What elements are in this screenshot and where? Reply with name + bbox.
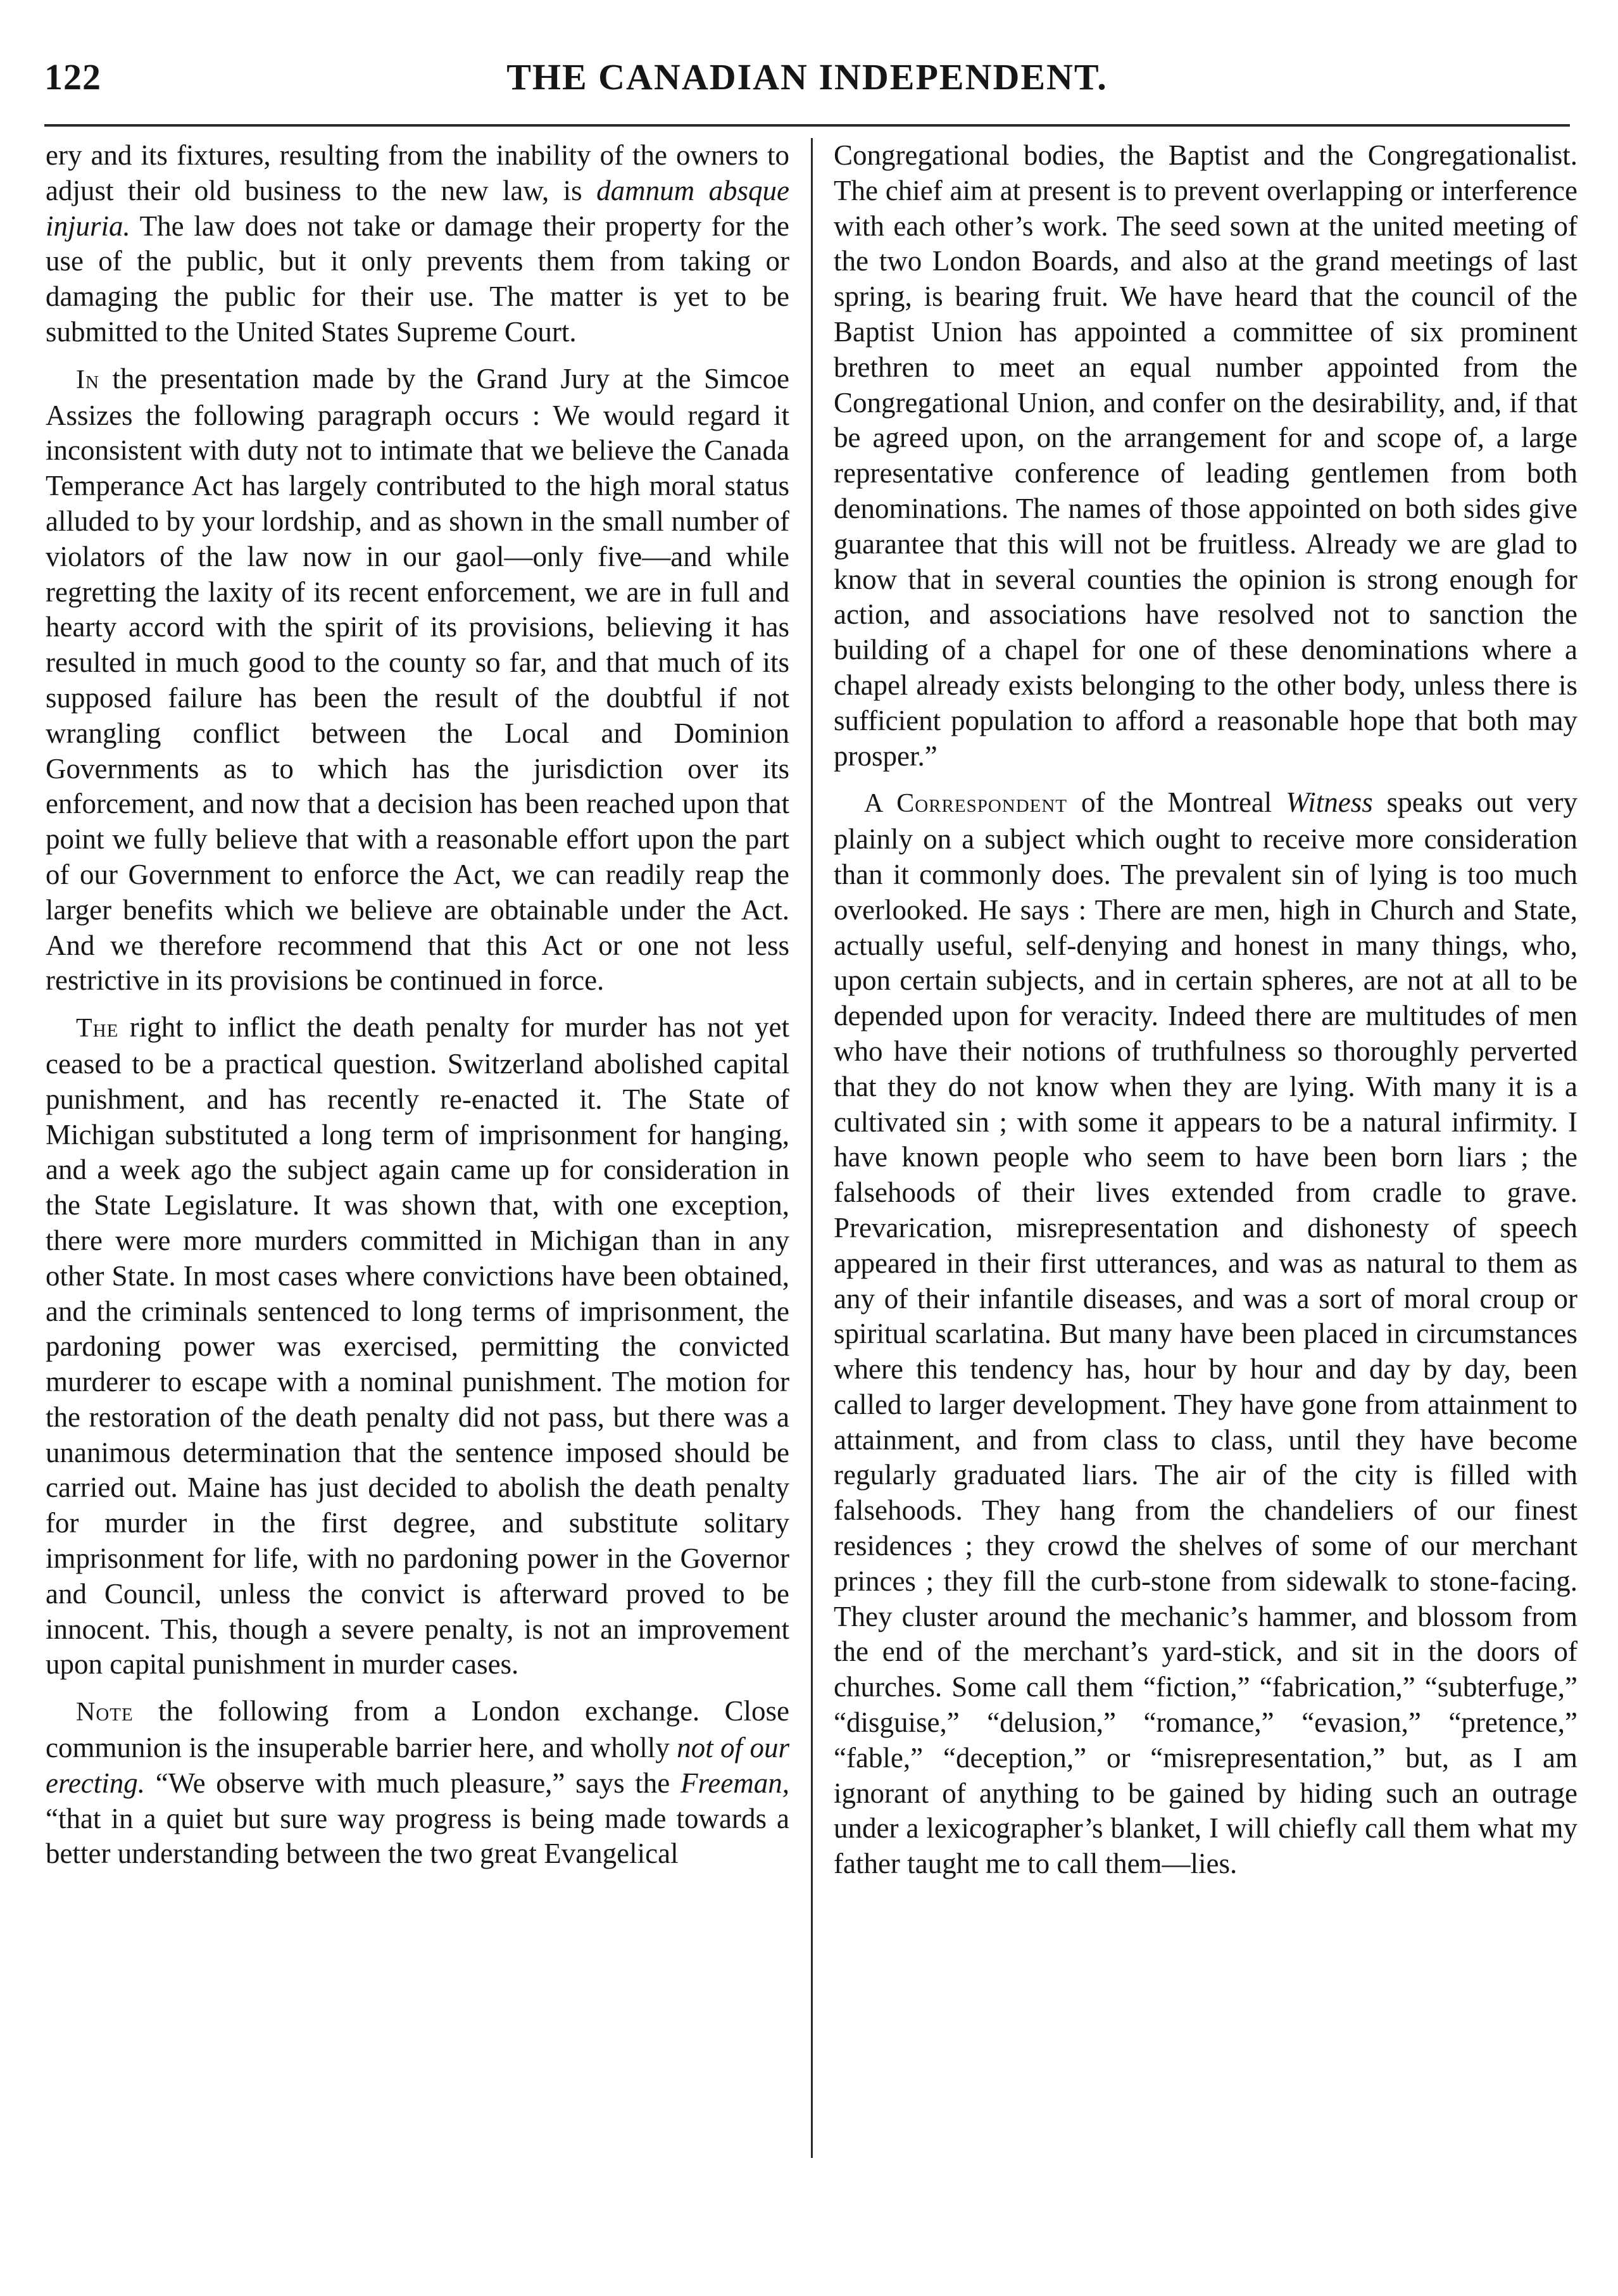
header-rule: [44, 124, 1570, 127]
text-run: “We observe with much pleasure,” says the: [145, 1767, 680, 1799]
text-run: Congregational bodies, the Baptist and the Congregationalist. The chief aim at present is to prevent overlapping or interference with each other’s work. The seed sown at the united meeting of the two London Boards, and also at the grand meetings of last spring, is bearing fruit. We have heard that the council of the Baptist Union has appointed a committee of six prominent brethren to meet an equal number appointed from the Congregational Union, and confer on the desirability, and, if that be agreed upon, on the arrangement for and scope of, a large representative conference of leading gentlemen from both denominations. The names of those appointed on both sides give guarantee that this will not be fruitless. Already we are glad to know that in several counties the opinion is strong enough for action, and associations have resolved not to sanction the building of a chapel for one of these denominations where a chapel already exists belonging to the other body, unless there is sufficient population to afford a reasonable hope that both may prosper.”: [834, 139, 1577, 772]
italic-phrase: not of our erecting.: [46, 1732, 789, 1799]
text-run: The law does not take or damage their property for the use of the public, but it only prevents them from taking or damaging the public for their use. The matter is yet to be submitted to the United States Supreme Court.: [46, 210, 789, 348]
column-divider: [811, 138, 813, 2158]
text-run: “that in a quiet but sure way progress is being made towards a better understanding between the two great Evangelical: [46, 1802, 789, 1870]
page-number: 122: [44, 56, 101, 98]
italic-publication-name: Freeman,: [680, 1767, 789, 1799]
text-run: of the Montreal: [1067, 786, 1286, 819]
article-london-exchange: [46, 1694, 789, 1872]
italic-publication-name: Witness: [1286, 786, 1373, 819]
lead-word: Note: [76, 1698, 134, 1727]
article-grand-jury: [46, 362, 789, 999]
page-header: [44, 56, 1570, 119]
text-run: speaks out very plainly on a subject which ought to receive more consideration than it commonly does. The prevalent sin of lying is too much overlooked. He says : There are men, high in Church and State, actually useful, self-denying and honest in many things, who, upon certain subjects, and in certain spheres, are not at all to be depended upon for veracity. Indeed there are multitudes of men who have their notions of truthfulness so thoroughly perverted that they do not know when they are lying. With many it is a cultivated sin ; with some it appears to be a natural infirmity. I have known people who seem to have been born liars ; the falsehoods of their lives extended from cradle to grave. Prevarication, misrepresentation and dishonesty of speech appeared in their first utterances, and was as natural to them as any of their infantile diseases, and was a sort of moral croup or spiritual scarlatina. But many have been placed in circumstances where this tendency has, hour by hour and day by day, been called to larger development. They have gone from attainment to attainment, and from class to class, until they have become regularly graduated liars. The air of the city is filled with falsehoods. They hang from the chandeliers of our finest residences ; they crowd the shelves of some of our merchant princes ; they fill the curb-stone from sidewalk to stone-facing. They cluster around the mechanic’s hammer, and blossom from the end of the merchant’s yard-stick, and sit in the doors of churches. Some call them “fiction,” “fabrication,” “subterfuge,” “disguise,” “delusion,” “romance,” “evasion,” “pretence,” “fable,” “deception,” or “misrepresentation,” but, as I am ignorant of anything to be gained by hiding such an outrage under a lexicographer’s blanket, I will chiefly call them what my father taught me to call them—lies.: [834, 786, 1577, 1880]
journal-title: THE CANADIAN INDEPENDENT.: [506, 56, 1108, 98]
lead-word: The: [76, 1014, 119, 1044]
lead-word: A Correspondent: [864, 789, 1068, 819]
lead-word: In: [76, 365, 99, 394]
text-run: ery and its fixtures, resulting from the inability of the owners to adjust their old business to the new law, is: [46, 139, 789, 206]
article-london-exchange-continued: [834, 138, 1577, 774]
text-run: right to inflict the death penalty for murder has not yet ceased to be a practical question. Switzerland abolished capital punishment, and has recently re-enacted it. The State of Michigan substituted a long term of imprisonment for hanging, and a week ago the subject again came up for consideration in the State Legislature. It was shown that, with one exception, there were more murders committed in Michigan than in any other State. In most cases where convictions have been obtained, and the criminals sentenced to long terms of imprisonment, the pardoning power was exercised, permitting the convicted murderer to escape with a nominal punishment. The motion for the restoration of the death penalty did not pass, but there was a unanimous determination that the sentence imposed should be carried out. Maine has just decided to abolish the death penalty for murder in the first degree, and substitute solitary imprisonment for life, with no pardoning power in the Governor and Council, unless the convict is afterward proved to be innocent. This, though a severe penalty, is not an improvement upon capital punishment in murder cases.: [46, 1011, 789, 1681]
article-death-penalty: [46, 1010, 789, 1682]
text-run: the presentation made by the Grand Jury at the Simcoe Assizes the following paragraph occurs : We would regard it inconsistent with duty not to intimate that we believe the Canada Temperance Act has largely contributed to the high moral status alluded to by your lordship, and as shown in the small number of violators of the law now in our gaol—only five—and while regretting the laxity of its recent enforcement, we are in full and hearty accord with the spirit of its provisions, believing it has resulted in much good to the county so far, and that much of its supposed failure has been the result of the doubtful if not wrangling conflict between the Local and Dominion Governments as to which has the jurisdiction over its enforcement, and now that a decision has been reached upon that point we fully believe that with a reasonable effort upon the part of our Government to enforce the Act, we can readily reap the larger benefits which we believe are obtainable under the Act. And we therefore recommend that this Act or one not less restrictive in its provisions be continued in force.: [46, 362, 789, 997]
right-column: [834, 138, 1577, 1893]
article-witness-correspondent: [834, 785, 1577, 1882]
italic-phrase: damnum absque injuria.: [46, 174, 790, 242]
article-temperance-continued: [46, 138, 789, 350]
left-column: [46, 138, 789, 1883]
text-run: the following from a London exchange. Close communion is the insuperable barrier here, and wholly: [46, 1695, 789, 1764]
